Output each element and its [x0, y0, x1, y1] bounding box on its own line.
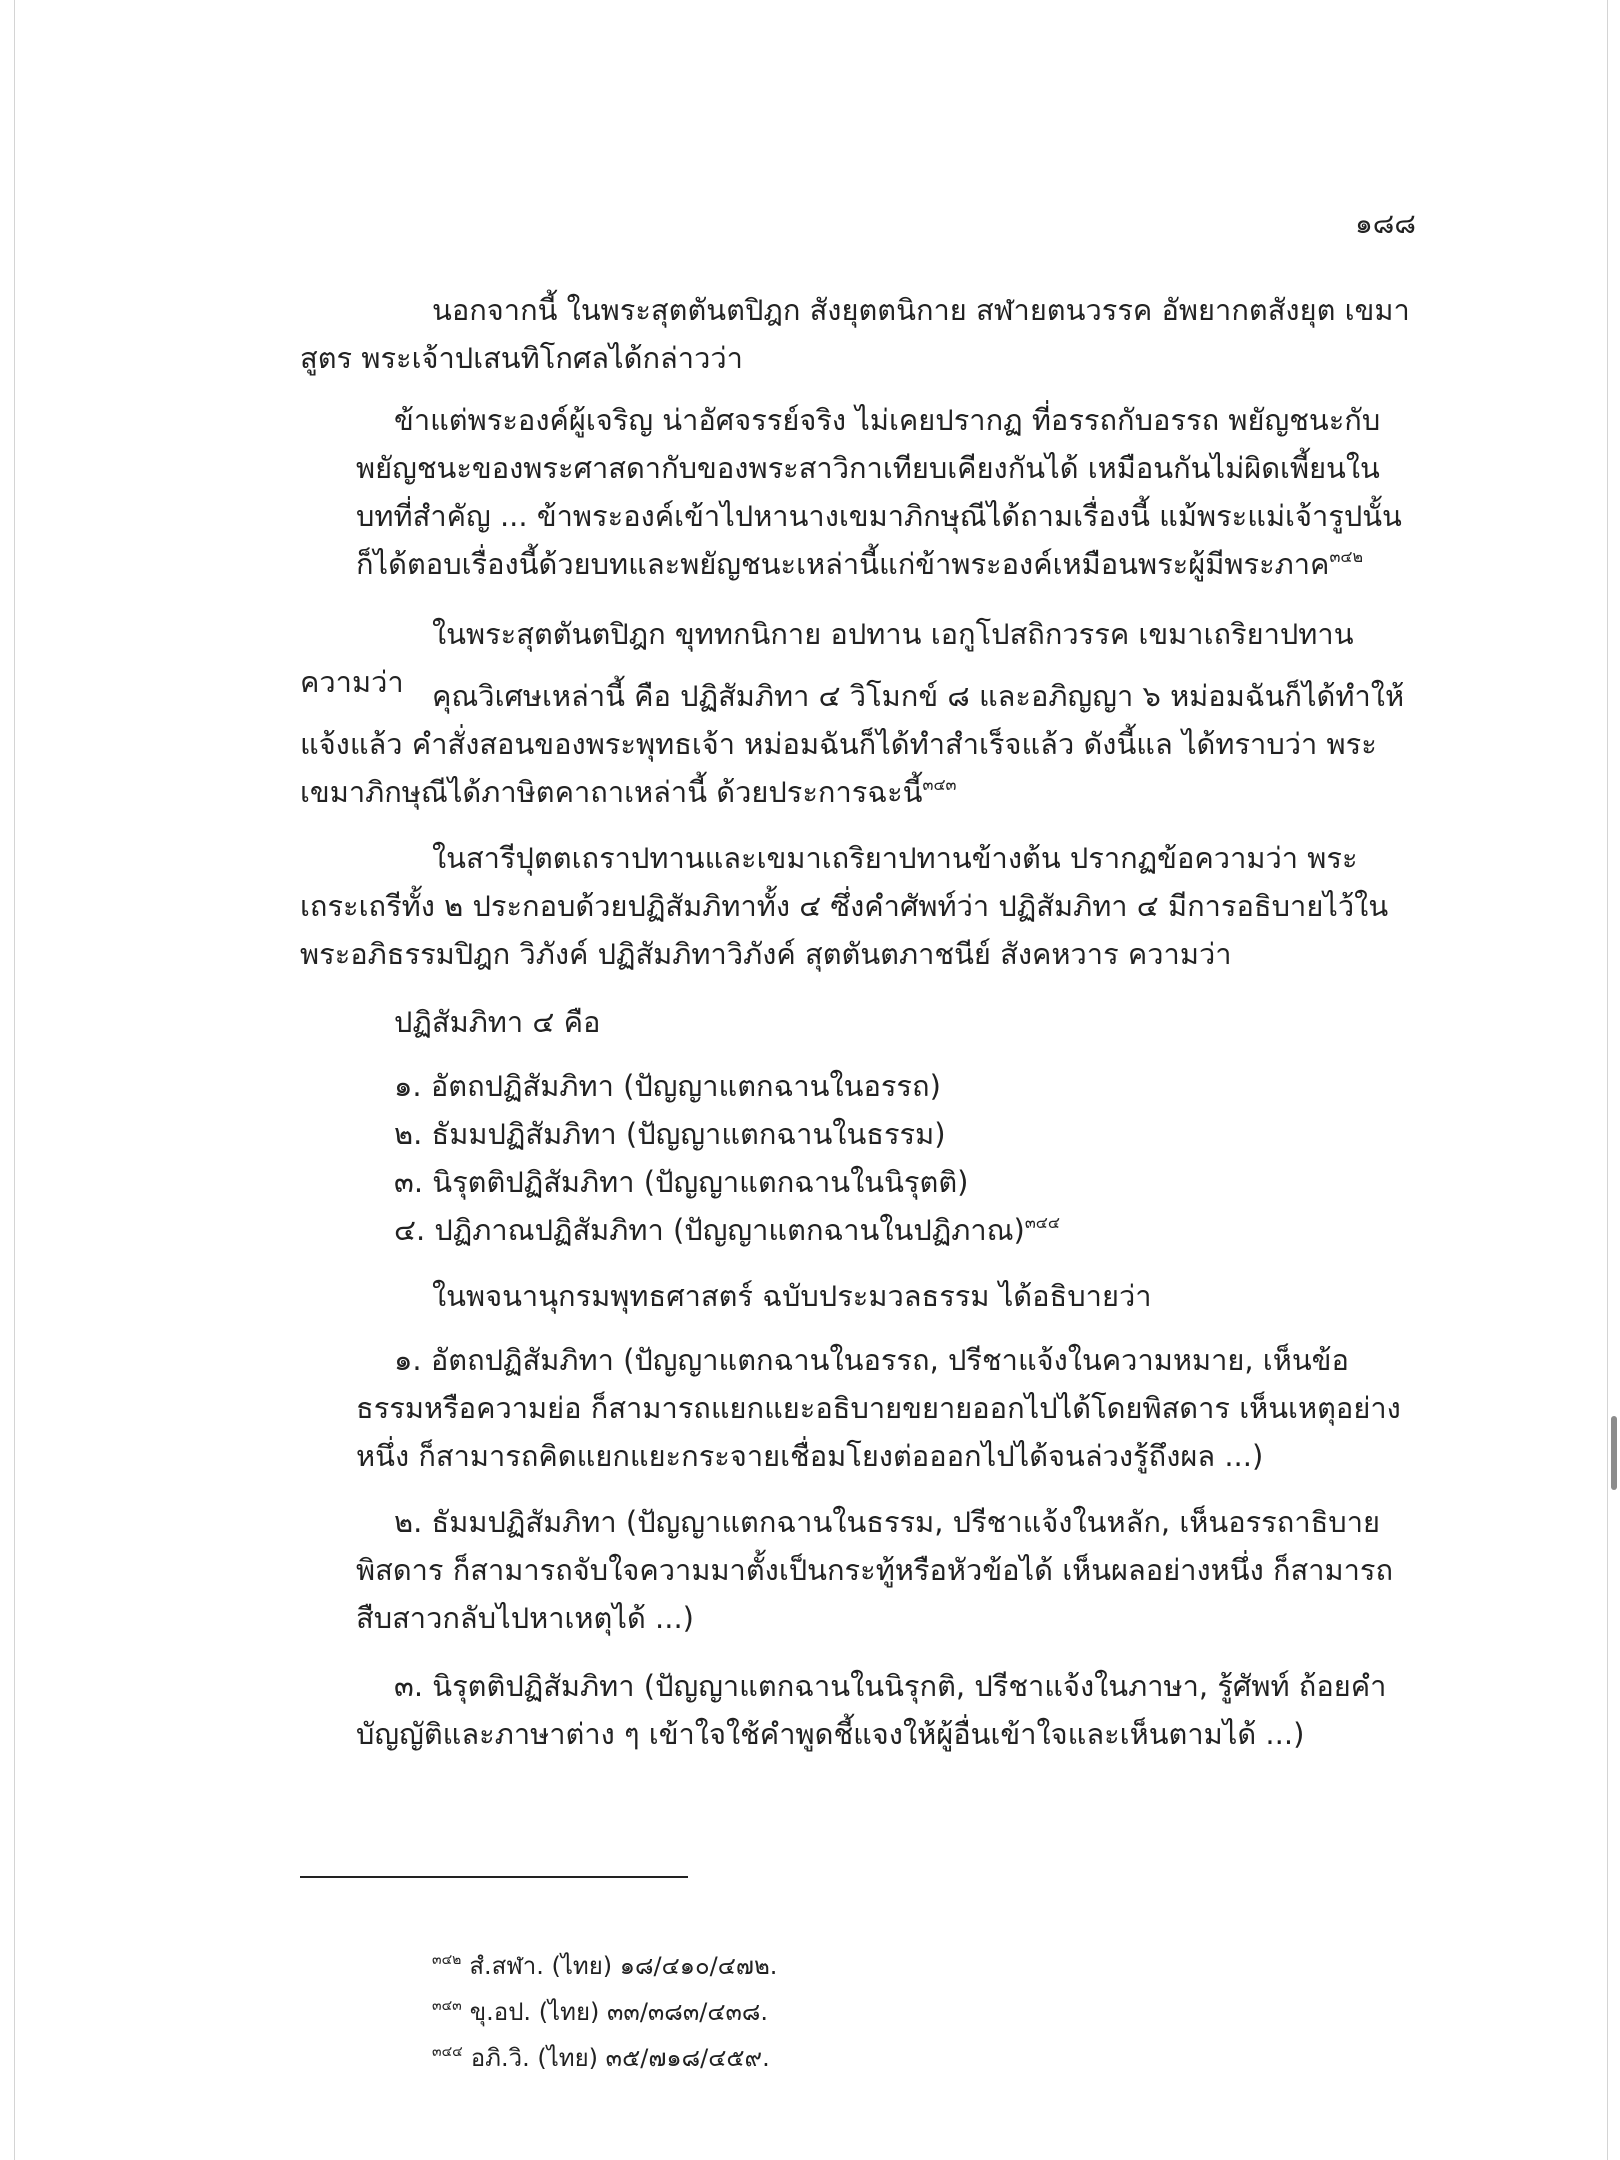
paragraph-dictionary: ในพจนานุกรมพุทธศาสตร์ ฉบับประมวลธรรม ได้อธิบายว่า — [432, 1279, 1152, 1313]
footnote-mark: ๓๔๓ — [432, 1998, 462, 2014]
footnote-text: สํ.สฬา. (ไทย) ๑๘/๔๑๐/๔๗๒. — [469, 1952, 778, 1980]
list-item: ๒. ธัมมปฏิสัมภิทา (ปัญญาแตกฉานในธรรม) — [394, 1117, 946, 1151]
quote-text: คุณวิเศษเหล่านี้ คือ ปฏิสัมภิทา ๔ วิโมกข์ ๘ และอภิญญา ๖ หม่อมฉันก็ได้ทำให้แจ้งแล้ว คำสั่งสอนของพระพุทธเจ้า หม่อมฉันก็ได้ทำสำเร็จแล้ว ดังนี้แล ได้ทราบว่า พระเขมาภิกษุณีได้ภาษิตคาถาเหล่านี้ ด้วยประการฉะนี้ — [300, 679, 1405, 809]
footnote-ref[interactable]: ๓๔๒ — [1329, 547, 1364, 566]
list-item: ๓. นิรุตติปฏิสัมภิทา (ปัญญาแตกฉานในนิรุตติ) — [394, 1165, 969, 1199]
list-item: ๑. อัตถปฏิสัมภิทา (ปัญญาแตกฉานในอรรถ) — [394, 1069, 941, 1103]
footnote-mark: ๓๔๔ — [432, 2044, 463, 2060]
footnote — [432, 2032, 1332, 2078]
footnote-ref[interactable]: ๓๔๓ — [922, 775, 957, 794]
footnote-text: ขุ.อป. (ไทย) ๓๓/๓๘๓/๔๓๘. — [469, 1998, 769, 2026]
footnote-ref[interactable]: ๓๔๔ — [1024, 1213, 1061, 1232]
quote-paragraph-1 — [356, 396, 1416, 588]
paragraph-intro: นอกจากนี้ ในพระสุตตันตปิฎก สังยุตตนิกาย สฬายตนวรรค อัพยากตสังยุต เขมาสูตร พระเจ้าปเสนทิโกศลได้กล่าวว่า — [300, 293, 1410, 375]
footnote-text: อภิ.วิ. (ไทย) ๓๕/๗๑๘/๔๕๙. — [470, 2044, 770, 2072]
paragraph-sariputta: ในสารีปุตตเถราปทานและเขมาเถริยาปทานข้างต้น ปรากฏข้อความว่า พระเถระเถรีทั้ง ๒ ประกอบด้วยปฏิสัมภิทาทั้ง ๔ ซึ่งคำศัพท์ว่า ปฏิสัมภิทา ๔ มีการอธิบายไว้ในพระอภิธรรมปิฎก วิภังค์ ปฏิสัมภิทาวิภังค์ สุตตันตภาชนีย์ สังคหวาร ความว่า — [300, 841, 1389, 971]
footnote-divider — [300, 1876, 688, 1878]
quote-text: ข้าแต่พระองค์ผู้เจริญ น่าอัศจรรย์จริง ไม่เคยปรากฏ ที่อรรถกับอรรถ พยัญชนะกับพยัญชนะของพระศาสดากับของพระสาวิกาเทียบเคียงกันได้ เหมือนกันไม่ผิดเพี้ยนในบทที่สำคัญ ... ข้าพระองค์เข้าไปหานางเขมาภิกษุณีได้ถามเรื่องนี้ แม้พระแม่เจ้ารูปนั้นก็ได้ตอบเรื่องนี้ด้วยบทและพยัญชนะเหล่านี้แก่ข้าพระองค์เหมือนพระผู้มีพระภาค — [356, 403, 1402, 581]
vertical-scrollbar[interactable] — [1611, 1416, 1617, 1490]
quote-paragraph-2 — [300, 672, 1416, 816]
footnote — [432, 1940, 1332, 1986]
list-item-text: ๔. ปฏิภาณปฏิสัมภิทา (ปัญญาแตกฉานในปฏิภาณ) — [394, 1213, 1025, 1247]
footnote-mark: ๓๔๒ — [432, 1952, 462, 1968]
definition-2: ๒. ธัมมปฏิสัมภิทา (ปัญญาแตกฉานในธรรม, ปรีชาแจ้งในหลัก, เห็นอรรถาธิบายพิสดาร ก็สามารถจับใจความมาตั้งเป็นกระทู้หรือหัวข้อได้ เห็นผลอย่างหนึ่ง ก็สามารถสืบสาวกลับไปหาเหตุได้ ...) — [356, 1505, 1394, 1635]
definition-1: ๑. อัตถปฏิสัมภิทา (ปัญญาแตกฉานในอรรถ, ปรีชาแจ้งในความหมาย, เห็นข้อธรรมหรือความย่อ ก็สามารถแยกแยะอธิบายขยายออกไปได้โดยพิสดาร เห็นเหตุอย่างหนึ่ง ก็สามารถคิดแยกแยะกระจายเชื่อมโยงต่อออกไปได้จนล่วงรู้ถึงผล ...) — [356, 1343, 1401, 1473]
page-number: ๑๘๘ — [1355, 207, 1416, 240]
definition-3: ๓. นิรุตติปฏิสัมภิทา (ปัญญาแตกฉานในนิรุกติ, ปรีชาแจ้งในภาษา, รู้ศัพท์ ถ้อยคำบัญญัติและภาษาต่าง ๆ เข้าใจใช้คำพูดชี้แจงให้ผู้อื่นเข้าใจและเห็นตามได้ ...) — [356, 1669, 1387, 1751]
footnotes — [432, 1940, 1332, 2078]
paragraph-apadana: ในพระสุตตันตปิฎก ขุททกนิกาย อปทาน เอกูโปสถิกวรรค เขมาเถริยาปทาน ความว่า — [300, 617, 1354, 699]
list-item — [394, 1206, 1394, 1254]
footnote — [432, 1986, 1332, 2032]
list-title: ปฏิสัมภิทา ๔ คือ — [394, 1005, 601, 1039]
patisambhida-list — [394, 1062, 1394, 1254]
